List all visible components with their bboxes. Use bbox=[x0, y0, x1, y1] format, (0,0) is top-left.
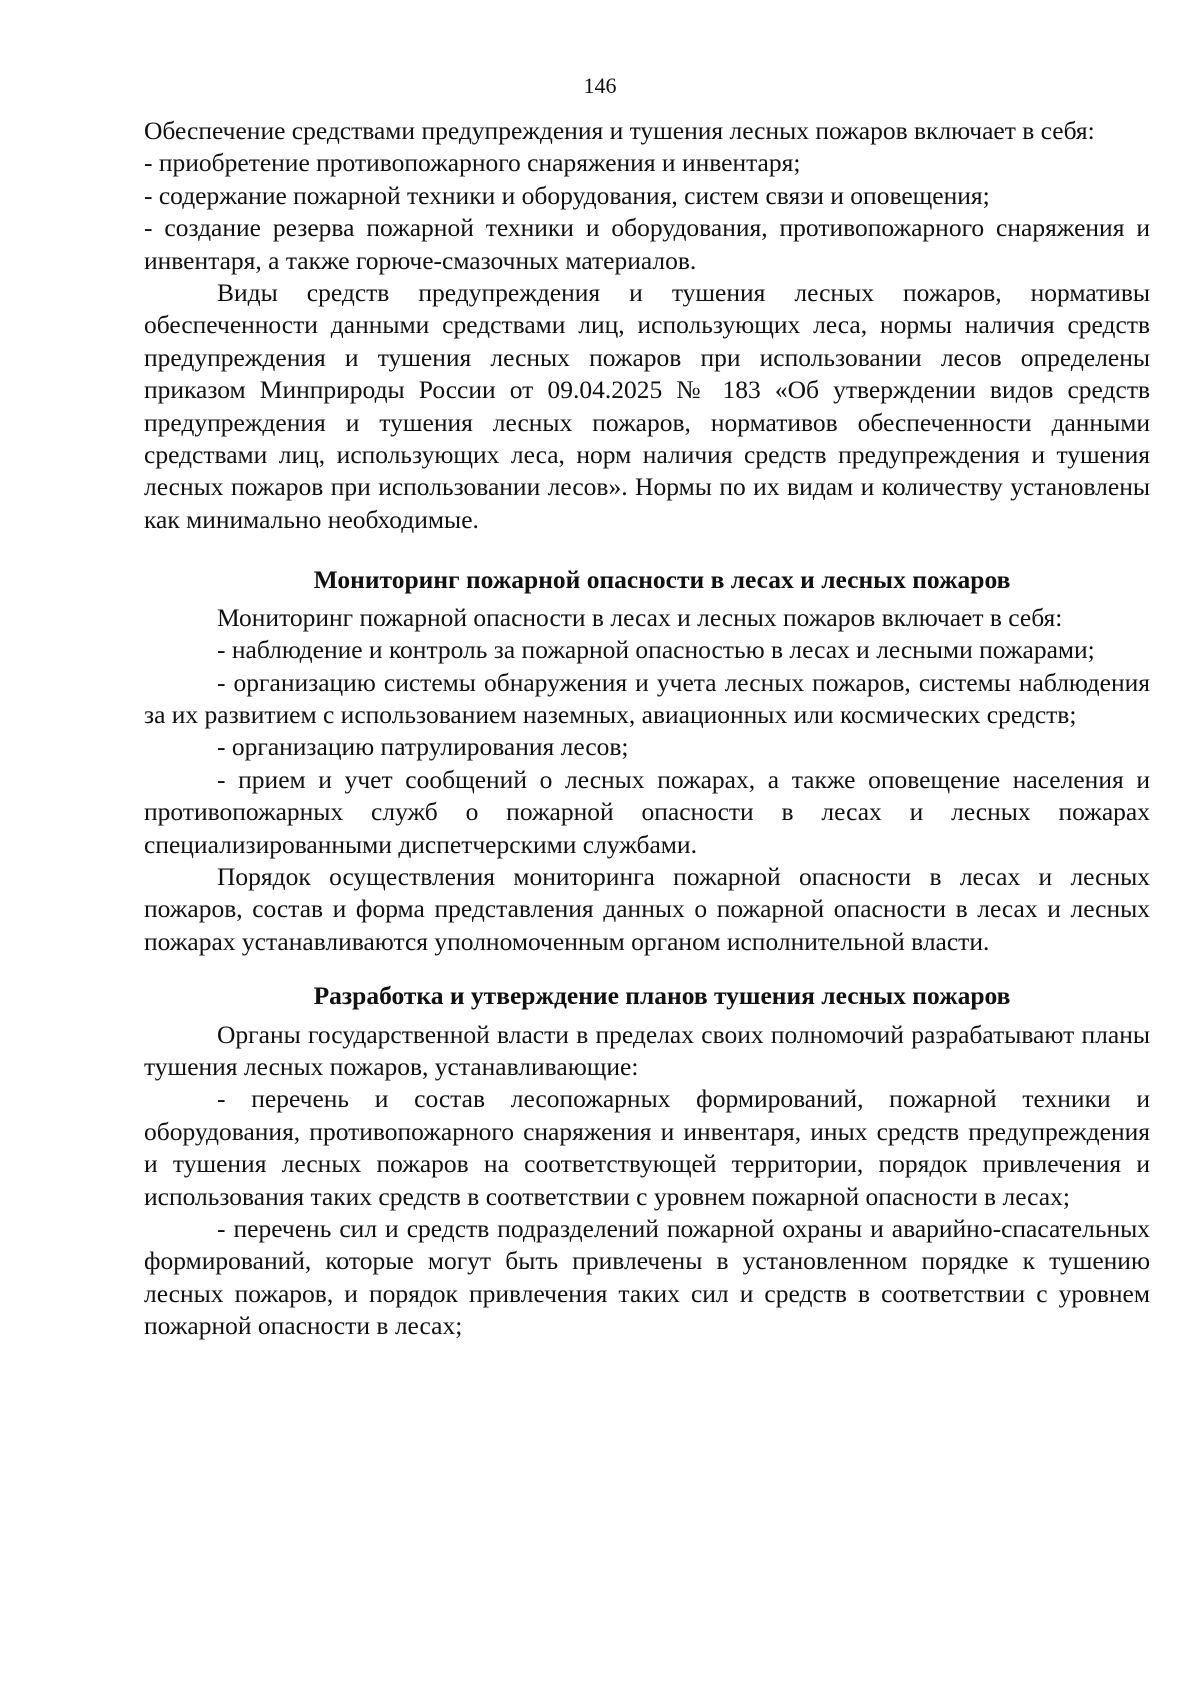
list-item: - перечень и состав лесопожарных формирований, пожарной техники и оборудования, противопожарного снаряжения и инвентаря, иных средств предупреждения и тушения лесных пожаров на соответствующей территории, порядок привлечения и использования таких средств в соответствии с уровнем пожарной опасности в лесах; bbox=[144, 1084, 1150, 1211]
list-item: - наблюдение и контроль за пожарной опасностью в лесах и лесными пожарами; bbox=[217, 635, 1095, 665]
list-item: - перечень сил и средств подразделений пожарной охраны и аварийно-спасательных формирований, которые могут быть привлечены в установленном порядке к тушению лесных пожаров, и порядок привлечения таких сил и средств в соответствии с уровнем пожарной опасности в лесах; bbox=[144, 1214, 1150, 1341]
list-item: - прием и учет сообщений о лесных пожарах, а также оповещение населения и противопожарных служб о пожарной опасности в лесах и лесных пожарах специализированными диспетчерскими службами. bbox=[144, 764, 1150, 859]
paragraph: Органы государственной власти в пределах своих полномочий разрабатывают планы тушения лесных пожаров, устанавливающие: bbox=[144, 1019, 1150, 1081]
section-heading-plans: Разработка и утверждение планов тушения лесных пожаров bbox=[313, 981, 1011, 1011]
paragraph: Мониторинг пожарной опасности в лесах и лесных пожаров включает в себя: bbox=[217, 602, 1063, 632]
list-item: - организацию патрулирования лесов; bbox=[217, 732, 629, 762]
paragraph: Порядок осуществления мониторинга пожарной опасности в лесах и лесных пожаров, состав и форма представления данных о пожарной опасности в лесах и лесных пожарах устанавливаются уполномоченным органом исполнительной власти. bbox=[144, 861, 1150, 956]
paragraph: Обеспечение средствами предупреждения и тушения лесных пожаров включает в себя: bbox=[144, 116, 1095, 145]
list-item: - создание резерва пожарной техники и оборудования, противопожарного снаряжения и инвентаря, а также горюче-смазочных материалов. bbox=[144, 213, 1150, 275]
document-body bbox=[144, 115, 1150, 1343]
section-heading-monitoring: Мониторинг пожарной опасности в лесах и лесных пожаров bbox=[313, 565, 1011, 595]
list-item: - содержание пожарной техники и оборудования, систем связи и оповещения; bbox=[144, 180, 990, 210]
list-item: - приобретение противопожарного снаряжения и инвентаря; bbox=[144, 148, 801, 178]
list-item: - организацию системы обнаружения и учета лесных пожаров, системы наблюдения за их развитием с использованием наземных, авиационных или космических средств; bbox=[144, 667, 1150, 729]
paragraph: Виды средств предупреждения и тушения лесных пожаров, нормативы обеспеченности данными средствами лиц, использующих леса, нормы наличия средств предупреждения и тушения лесных пожаров при использовании лесов определены приказом Минприроды России от 09.04.2025 № 183 «Об утверждении видов средств предупреждения и тушения лесных пожаров, нормативов обеспеченности данными средствами лиц, использующих леса, норм наличия средств предупреждения и тушения лесных пожаров при использовании лесов». Нормы по их видам и количеству установлены как минимально необходимые. bbox=[144, 278, 1150, 534]
page-number: 146 bbox=[583, 73, 617, 98]
